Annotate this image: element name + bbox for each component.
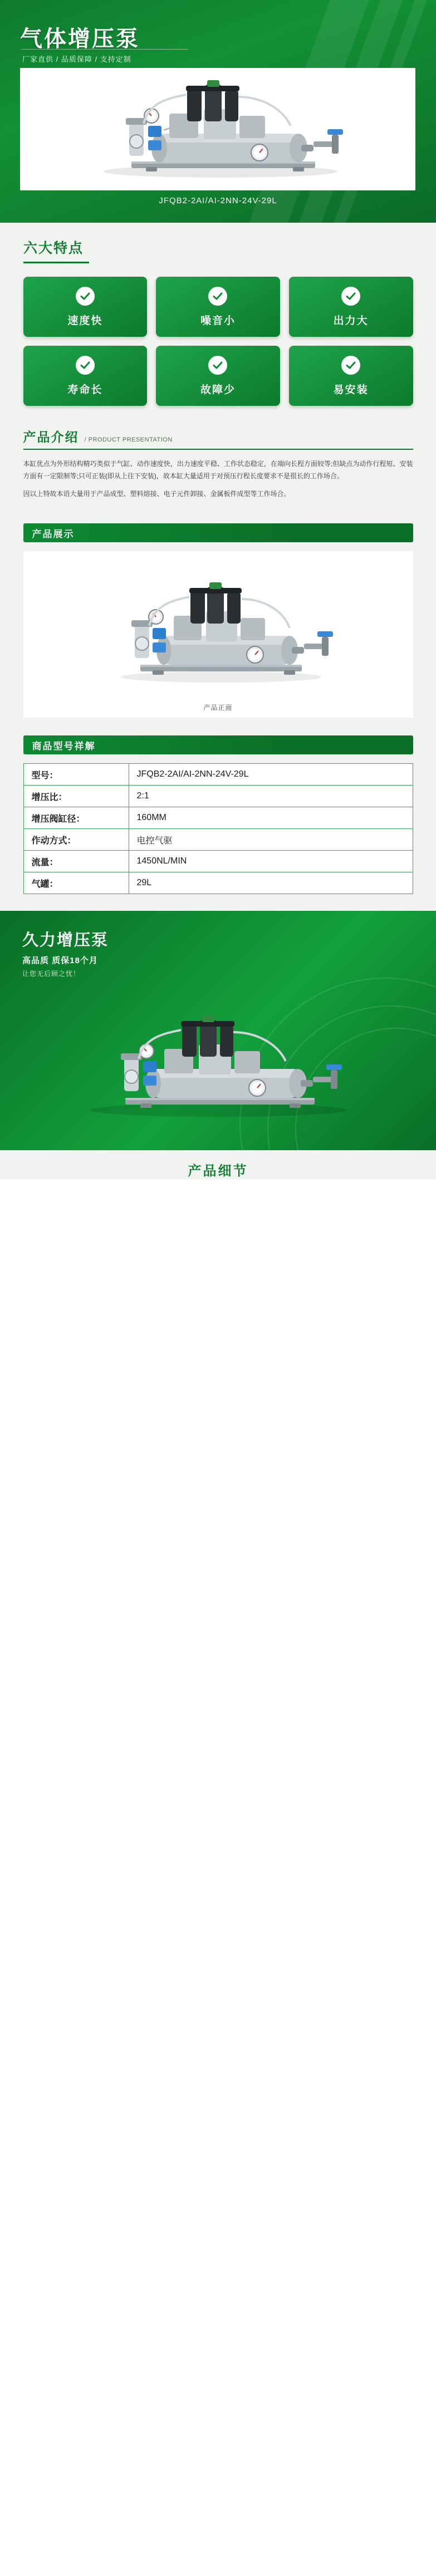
display-section — [0, 520, 436, 732]
product-detail-page — [0, 0, 436, 1179]
check-icon — [341, 356, 360, 375]
intro-title-en: / PRODUCT PRESENTATION — [84, 436, 173, 443]
feature-label: 噪音小 — [200, 315, 236, 327]
booster-pump-front-illustration — [68, 559, 369, 698]
table-row — [23, 807, 413, 829]
hero-model-caption: JFQB2-2AI/AI-2NN-24V-29L — [159, 196, 277, 205]
intro-body — [23, 458, 413, 500]
spec-value: 1450NL/MIN — [129, 851, 413, 872]
features-title-underline — [23, 262, 89, 263]
hero-divider — [21, 49, 188, 50]
booster-pump-banner-illustration — [0, 989, 436, 1128]
display-banner — [23, 523, 413, 542]
intro-paragraph-1: 本缸优点为外形结构精巧类似于气缸、动作速度快，出力速度平稳、工作状态稳定，在端向长程方面较等;但缺点为动作行程短、安装方面有一定限制等;只可正装(即从上往下安装)，故本缸大量适用于对预压行程长度要求不是很长的工作场合。 — [23, 460, 413, 480]
spec-key: 流量： — [23, 851, 129, 872]
feature-label: 寿命长 — [67, 384, 103, 396]
specs-banner-label: 商品型号祥解 — [32, 740, 96, 752]
spec-value: 2:1 — [129, 786, 413, 807]
spec-key: 增压阀缸径： — [23, 807, 129, 829]
spec-table — [23, 763, 413, 894]
table-row — [23, 829, 413, 851]
table-row — [23, 786, 413, 807]
bottom-tagline: 让您无后顾之忧！ — [22, 970, 81, 978]
feature-card — [23, 346, 148, 406]
intro-paragraph-2: 因以上特故本语大量用于产品成型、塑料熔接、电子元件卸接、金属板件成型等工作场合。 — [23, 490, 291, 498]
hero-section — [0, 0, 436, 223]
next-section-label: 产品细节 — [188, 1164, 248, 1179]
display-photo-card — [23, 551, 413, 718]
spec-value: 160MM — [129, 807, 413, 829]
spec-key: 作动方式： — [23, 829, 129, 851]
bottom-heading: 久力增压泵 — [22, 931, 109, 949]
features-title: 六大特点 — [23, 241, 84, 256]
booster-pump-illustration — [20, 68, 415, 190]
spec-key: 增压比： — [23, 786, 129, 807]
feature-card — [23, 277, 148, 337]
bottom-product-image — [0, 989, 436, 1128]
spec-value: JFQB2-2AI/AI-2NN-24V-29L — [129, 764, 413, 786]
table-row — [23, 872, 413, 894]
hero-product-image — [20, 68, 415, 190]
check-icon — [208, 287, 227, 306]
check-icon — [76, 356, 95, 375]
hero-subtitle: 厂家直供 / 品质保障 / 支持定制 — [22, 55, 131, 63]
page-title: 气体增压泵 — [20, 27, 140, 51]
feature-label: 故障少 — [200, 384, 236, 396]
spec-value: 29L — [129, 872, 413, 894]
intro-title-cn: 产品介绍 — [23, 430, 79, 444]
feature-card — [156, 346, 280, 406]
features-grid — [23, 277, 413, 406]
check-icon — [341, 287, 360, 306]
feature-card — [289, 277, 413, 337]
spec-value: 电控气驱 — [129, 829, 413, 851]
specs-banner — [23, 735, 413, 754]
display-banner-label: 产品展示 — [32, 528, 75, 539]
check-icon — [208, 356, 227, 375]
table-row — [23, 851, 413, 872]
feature-label: 出力大 — [333, 315, 369, 327]
spec-key: 气罐： — [23, 872, 129, 894]
bottom-subheading: 高品质 质保18个月 — [22, 956, 98, 965]
display-product-image — [68, 559, 369, 698]
display-caption: 产品正面 — [203, 704, 233, 712]
feature-label: 速度快 — [67, 315, 103, 327]
specs-section — [0, 732, 436, 911]
features-section — [0, 223, 436, 420]
feature-card — [289, 346, 413, 406]
spec-key: 型号： — [23, 764, 129, 786]
table-row — [23, 764, 413, 786]
feature-card — [156, 277, 280, 337]
bottom-banner-section — [0, 911, 436, 1150]
intro-section — [0, 420, 436, 520]
feature-label: 易安装 — [333, 384, 369, 396]
next-section-title — [0, 1150, 436, 1179]
check-icon — [76, 287, 95, 306]
intro-header — [23, 427, 413, 450]
